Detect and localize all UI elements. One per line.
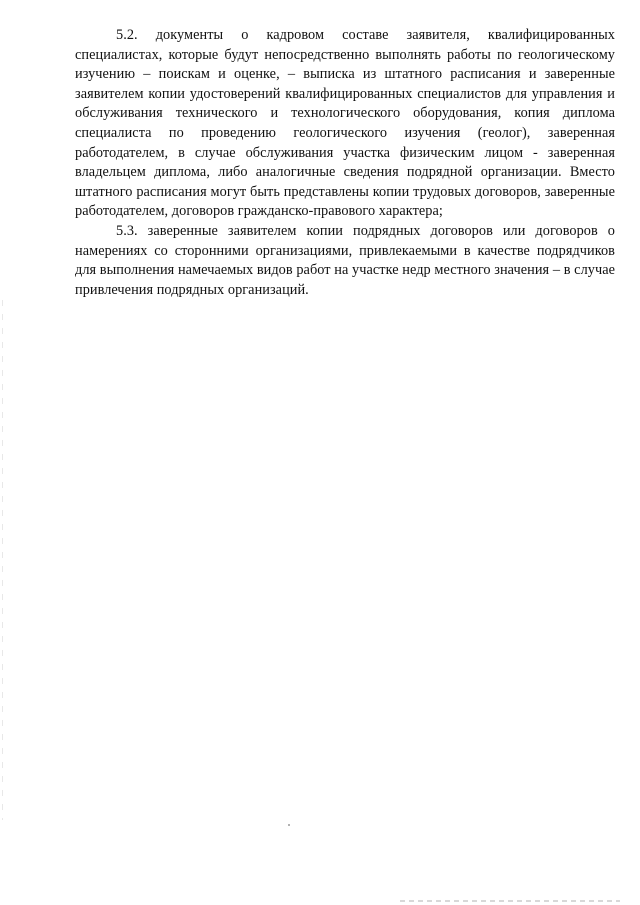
document-body bbox=[75, 26, 615, 300]
paragraph-5-2: 5.2. документы о кадровом составе заявителя, квалифицированных специалистах, которые будут непосредственно выполнять работы по геологическому изучению – поискам и оценке, – выписка из штатного расписания и заверенные заявителем копии удостоверений квалифицированных специалистов для управления и обслуживания технического и технологического оборудования, копия диплома специалиста по проведению геологического изучения (геолог), заверенная работодателем, в случае обслуживания участка физическим лицом - заверенная владельцем диплома, либо аналогичные сведения подрядной организации. Вместо штатного расписания могут быть представлены копии трудовых договоров, заверенные работодателем, договоров гражданско-правового характера; bbox=[75, 27, 615, 220]
scan-edge-artifact bbox=[2, 300, 3, 820]
scan-bottom-artifact bbox=[400, 900, 620, 902]
scan-dot-artifact bbox=[288, 824, 290, 826]
paragraph-5-3: 5.3. заверенные заявителем копии подрядных договоров или договоров о намерениях со сторонними организациями, привлекаемыми в качестве подрядчиков для выполнения намечаемых видов работ на участке недр местного значения – в случае привлечения подрядных организаций. bbox=[75, 222, 615, 298]
